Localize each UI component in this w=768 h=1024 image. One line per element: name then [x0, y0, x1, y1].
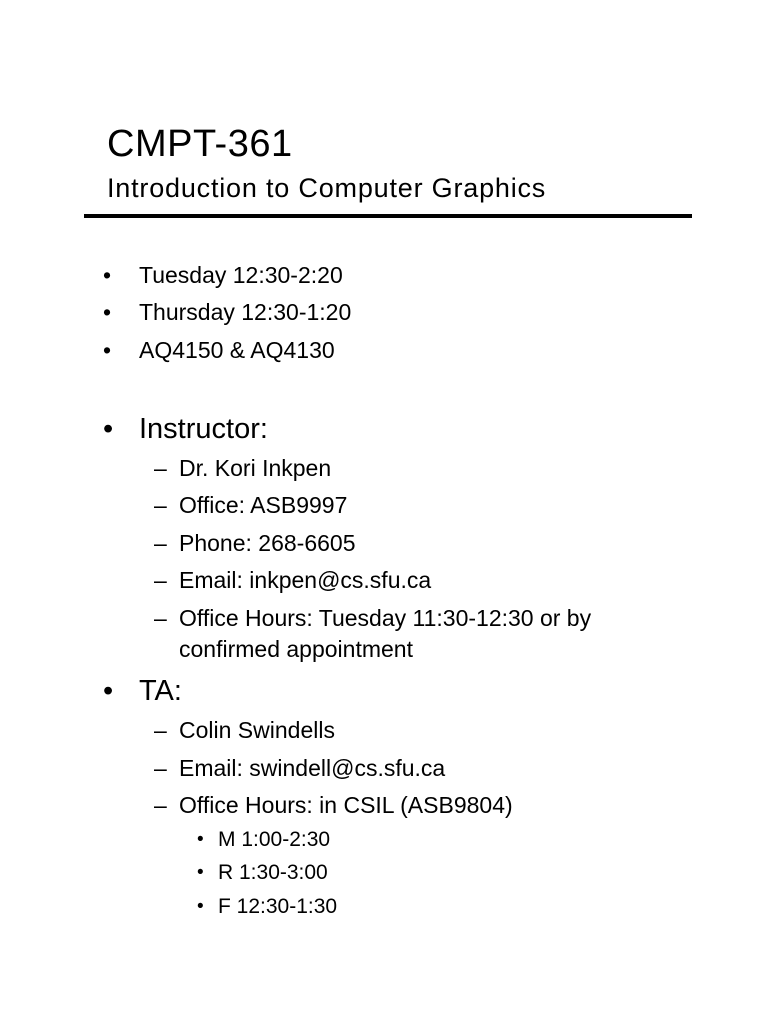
list-item — [0, 453, 768, 487]
list-item — [0, 260, 768, 294]
course-code: CMPT-361 — [107, 123, 293, 165]
bullet-icon: • — [103, 675, 114, 707]
list-item — [0, 528, 768, 562]
ta-hours-friday: F 12:30-1:30 — [218, 895, 338, 918]
list-item — [0, 297, 768, 331]
ta-hours-thursday: R 1:30-3:00 — [218, 861, 328, 884]
schedule-tuesday: Tuesday 12:30-2:20 — [139, 262, 343, 288]
ta-hours-monday: M 1:00-2:30 — [218, 828, 331, 851]
list-item — [0, 753, 768, 787]
instructor-office: Office: ASB9997 — [179, 492, 348, 518]
schedule-thursday: Thursday 12:30-1:20 — [139, 299, 352, 325]
instructor-heading: Instructor: — [139, 413, 268, 445]
list-item-continuation — [0, 634, 768, 668]
bullet-icon: • — [103, 337, 112, 363]
list-item — [0, 858, 768, 888]
list-item — [0, 565, 768, 599]
ta-heading-row — [0, 673, 768, 713]
ta-name: Colin Swindells — [179, 717, 335, 743]
dash-icon: – — [154, 717, 167, 743]
list-item — [0, 892, 768, 922]
ta-heading: TA: — [139, 675, 182, 707]
bullet-icon: • — [197, 896, 204, 917]
instructor-office-hours-cont: confirmed appointment — [179, 636, 413, 662]
bullet-icon: • — [103, 299, 112, 325]
list-item — [0, 825, 768, 855]
bullet-icon: • — [103, 413, 114, 445]
list-item — [0, 490, 768, 524]
list-item — [0, 335, 768, 369]
course-name: Introduction to Computer Graphics — [107, 173, 547, 203]
schedule-room: AQ4150 & AQ4130 — [139, 337, 335, 363]
dash-icon: – — [154, 605, 167, 631]
list-item — [0, 790, 768, 824]
instructor-name: Dr. Kori Inkpen — [179, 455, 332, 481]
bullet-icon: • — [103, 262, 112, 288]
dash-icon: – — [154, 567, 167, 593]
instructor-heading-row — [0, 411, 768, 451]
instructor-email: Email: inkpen@cs.sfu.ca — [179, 567, 432, 593]
bullet-icon: • — [197, 862, 204, 883]
ta-office-hours: Office Hours: in CSIL (ASB9804) — [179, 792, 513, 818]
list-item — [0, 715, 768, 749]
dash-icon: – — [154, 755, 167, 781]
dash-icon: – — [154, 492, 167, 518]
bullet-icon: • — [197, 829, 204, 850]
dash-icon: – — [154, 792, 167, 818]
instructor-phone: Phone: 268-6605 — [179, 530, 356, 556]
list-item — [0, 603, 768, 637]
dash-icon: – — [154, 455, 167, 481]
dash-icon: – — [154, 530, 167, 556]
title-divider — [84, 214, 692, 218]
instructor-office-hours: Office Hours: Tuesday 11:30-12:30 or by — [179, 605, 592, 631]
ta-email: Email: swindell@cs.sfu.ca — [179, 755, 446, 781]
